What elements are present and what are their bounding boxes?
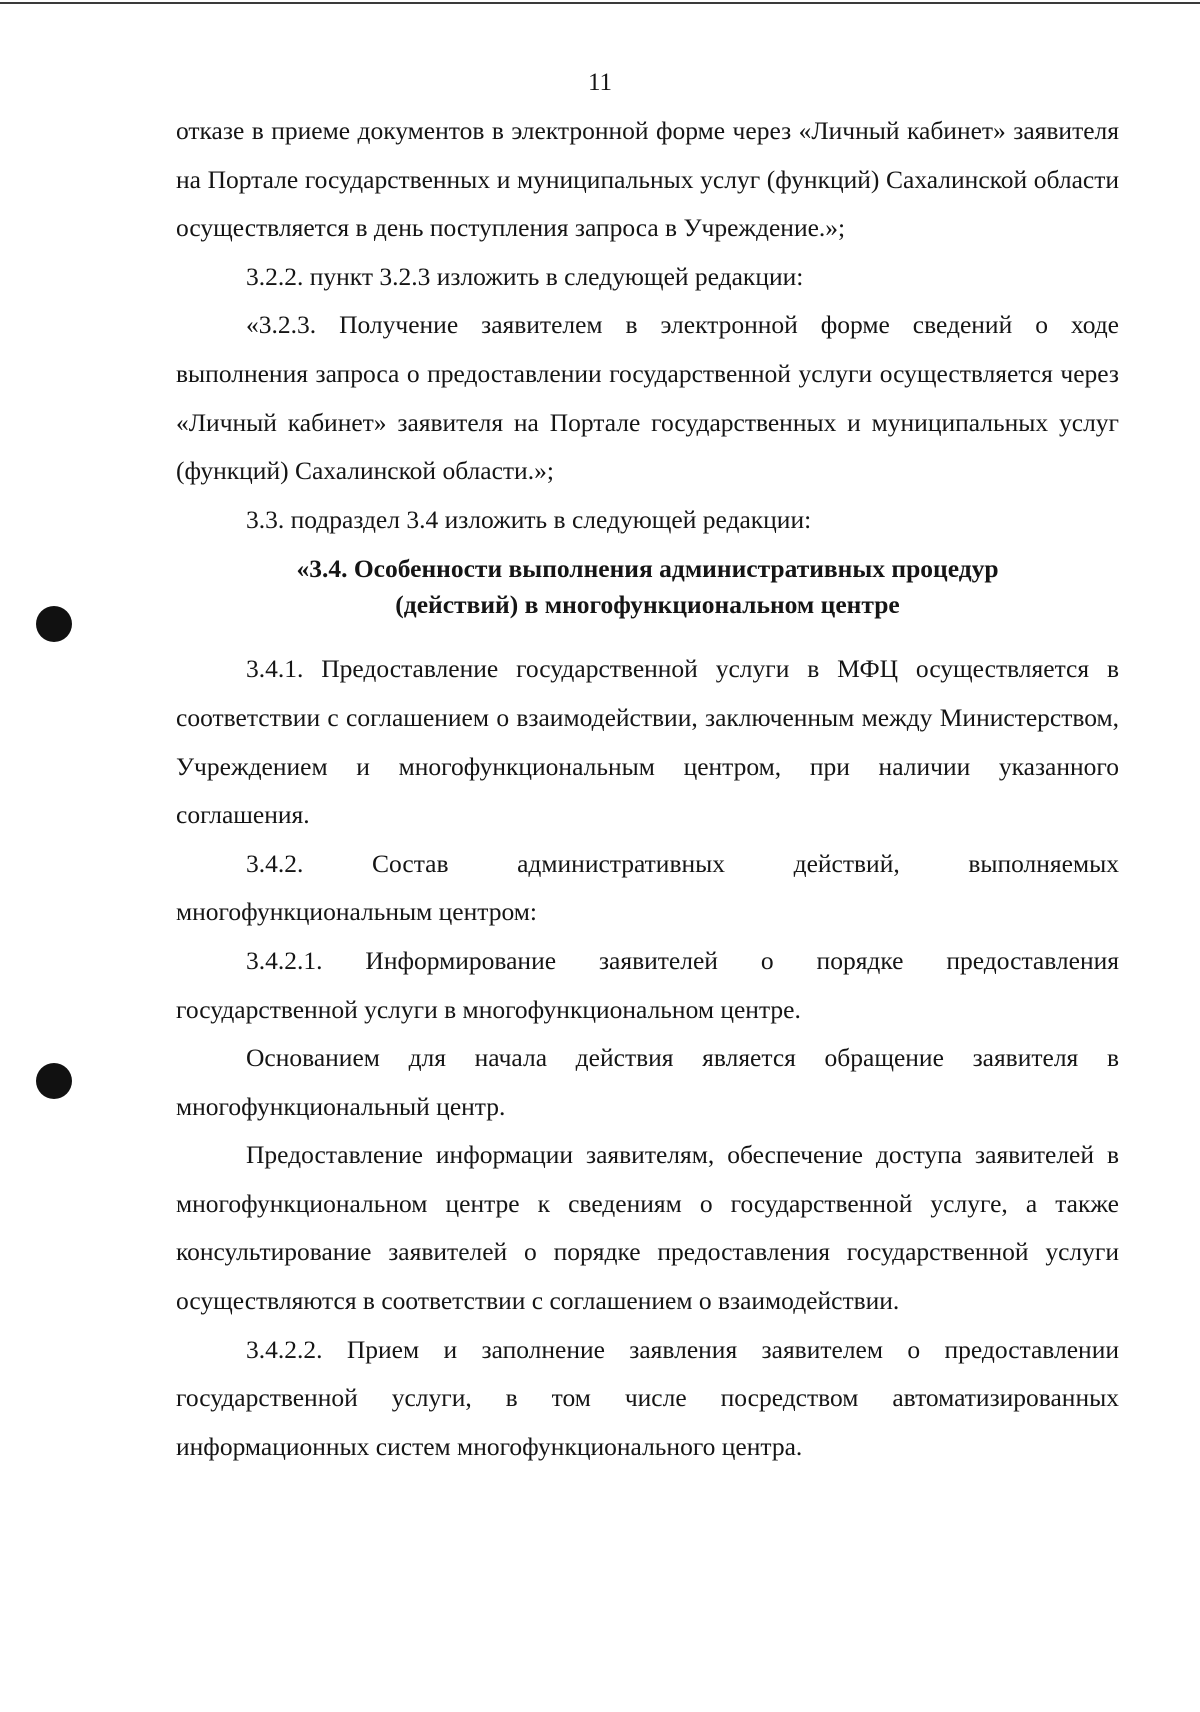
punch-hole-top xyxy=(36,606,72,642)
paragraph-3-2-2: 3.2.2. пункт 3.2.3 изложить в следующей редакции: xyxy=(246,261,804,291)
section-heading-3-4 xyxy=(176,544,1119,645)
paragraph-3-3: 3.3. подраздел 3.4 изложить в следующей редакции: xyxy=(246,504,812,534)
section-heading-line-1: «3.4. Особенности выполнения административных процедур xyxy=(296,554,999,584)
paragraph-3-4-1: 3.4.1. Предоставление государственной услуги в МФЦ осуществляется в соответствии с соглашением о взаимодействии, заключенным между Министерством, Учреждением и многофункциональным центром, при наличии указанного соглашения. xyxy=(176,654,1119,830)
paragraph-3-4-2-2: 3.4.2.2. Прием и заполнение заявления заявителем о предоставлении государственной услуги, в том числе посредством автоматизированных информационных систем многофункционального центра. xyxy=(176,1334,1119,1461)
page-number: 11 xyxy=(587,69,613,96)
paragraph-3-4-2: 3.4.2. Состав административных действий, выполняемых многофункциональным центром: xyxy=(176,848,1119,927)
paragraph-3-2-3: «3.2.3. Получение заявителем в электронной форме сведений о ходе выполнения запроса о предоставлении государственной услуги осуществляется через «Личный кабинет» заявителя на Портале государственных и муниципальных услуг (функций) Сахалинской области.»; xyxy=(176,310,1119,486)
top-edge-line xyxy=(0,2,1200,4)
paragraph-continuation: отказе в приеме документов в электронной форме через «Личный кабинет» заявителя на Портале государственных и муниципальных услуг (функций) Сахалинской области осуществляется в день поступления запроса в Учреждение.»; xyxy=(176,116,1119,243)
paragraph-basis: Основанием для начала действия является обращение заявителя в многофункциональный центр. xyxy=(176,1043,1119,1121)
section-heading-line-2: (действий) в многофункциональном центре xyxy=(395,590,900,620)
paragraph-information: Предоставление информации заявителям, обеспечение доступа заявителей в многофункциональном центре к сведениям о государственной услуге, а также консультирование заявителей о порядке предоставления государственной услуги осуществляются в соответствии с соглашением о взаимодействии. xyxy=(176,1140,1119,1316)
punch-hole-bottom xyxy=(36,1063,72,1099)
paragraph-3-4-2-1: 3.4.2.1. Информирование заявителей о порядке предоставления государственной услуги в многофункциональном центре. xyxy=(176,945,1119,1024)
document-body xyxy=(176,107,1119,1471)
